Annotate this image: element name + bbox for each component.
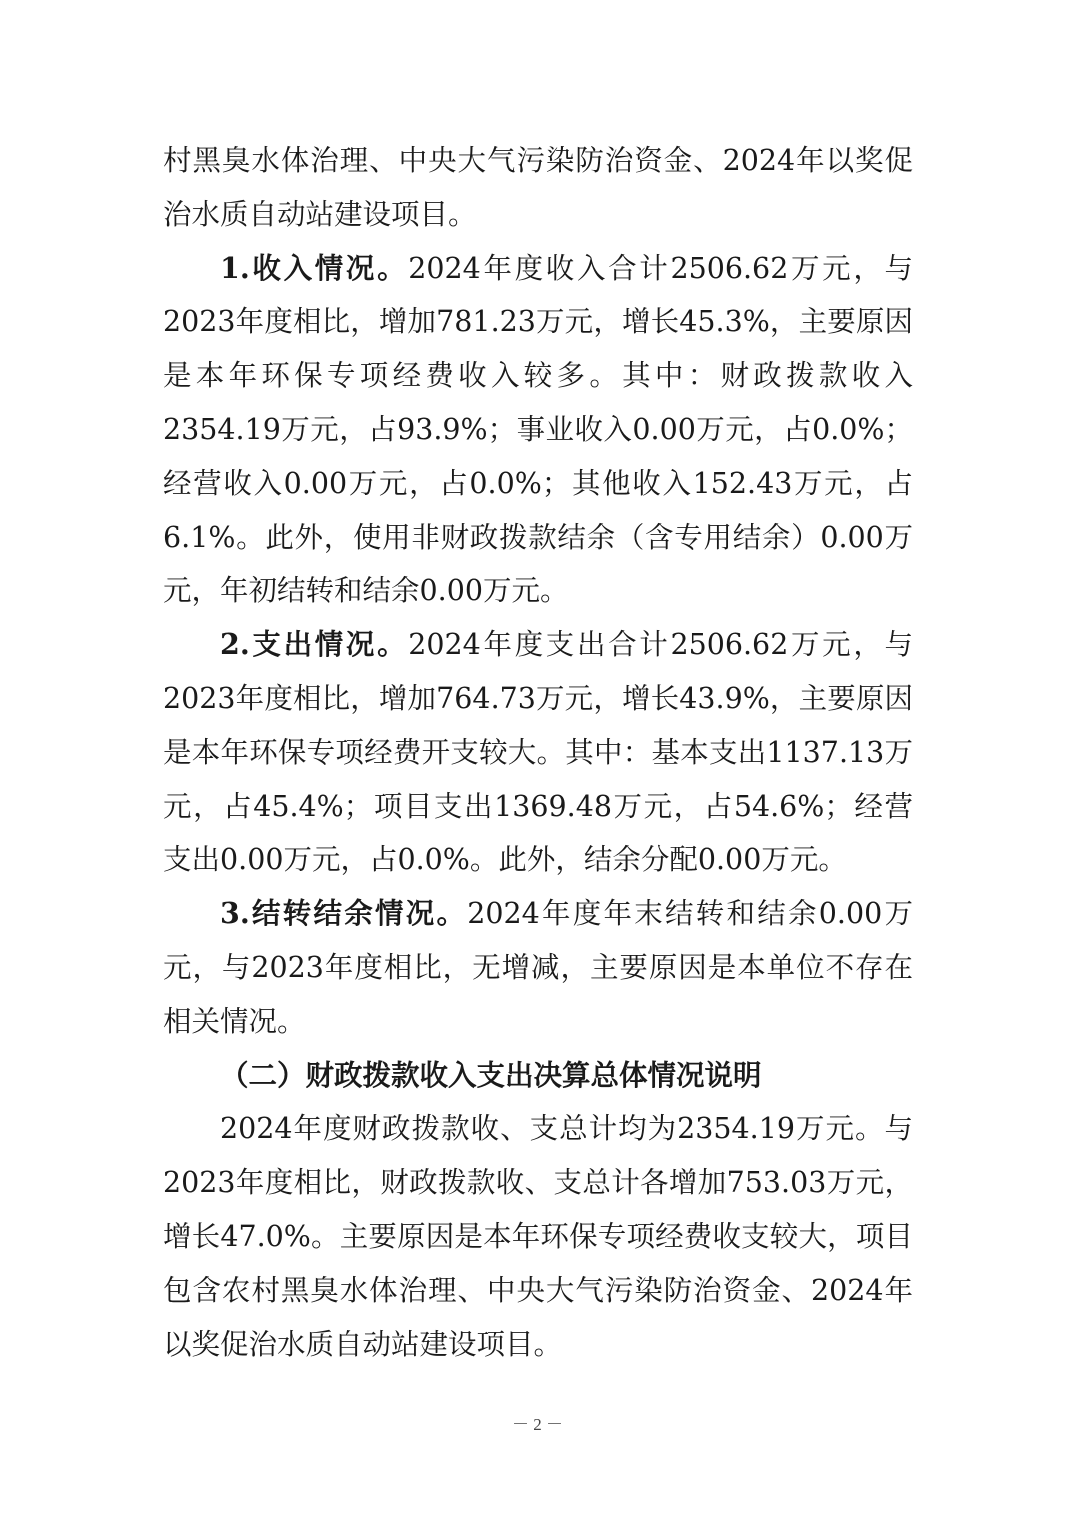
paragraph-fiscal-summary: 2024年度财政拨款收、支总计均为2354.19万元。与2023年度相比，财政拨款收、支总计各增加753.03万元，增长47.0%。主要原因是本年环保专项经费收支较大，项目包含农村黑臭水体治理、中央大气污染防治资金、2024年以奖促治水质自动站建设项目。: [163, 1112, 913, 1361]
page-number: － 2 －: [512, 1415, 563, 1434]
section-heading: （二）财政拨款收入支出决算总体情况说明: [220, 1057, 762, 1092]
paragraph-expenditure: [163, 618, 913, 887]
expenditure-text: 2024年度支出合计2506.62万元，与2023年度相比，增加764.73万元，增长43.9%，主要原因是本年环保专项经费开支较大。其中：基本支出1137.13万元，占45.4%；项目支出1369.48万元，占54.6%；经营支出0.00万元，占0.0%。此外，结余分配0.00万元。: [163, 628, 913, 877]
income-text: 2024年度收入合计2506.62万元，与2023年度相比，增加781.23万元，增长45.3%，主要原因是本年环保专项经费收入较多。其中：财政拨款收入2354.19万元，占93.9%；事业收入0.00万元，占0.0%；经营收入0.00万元，占0.0%；其他收入152.43万元，占6.1%。此外，使用非财政拨款结余（含专用结余）0.00万元，年初结转和结余0.00万元。: [163, 251, 913, 608]
paragraph-income: [163, 242, 913, 619]
document-body: [163, 134, 913, 1371]
income-lead: 1.收入情况。: [220, 250, 409, 285]
paragraph-continuation: 村黑臭水体治理、中央大气污染防治资金、2024年以奖促治水质自动站建设项目。: [163, 144, 913, 231]
carryover-text: 2024年度年末结转和结余0.00万元，与2023年度相比，无增减，主要原因是本单位不存在相关情况。: [163, 897, 913, 1038]
paragraph-carryover: [163, 887, 913, 1048]
carryover-lead: 3.结转结余情况。: [220, 896, 468, 931]
expenditure-lead: 2.支出情况。: [220, 627, 409, 662]
